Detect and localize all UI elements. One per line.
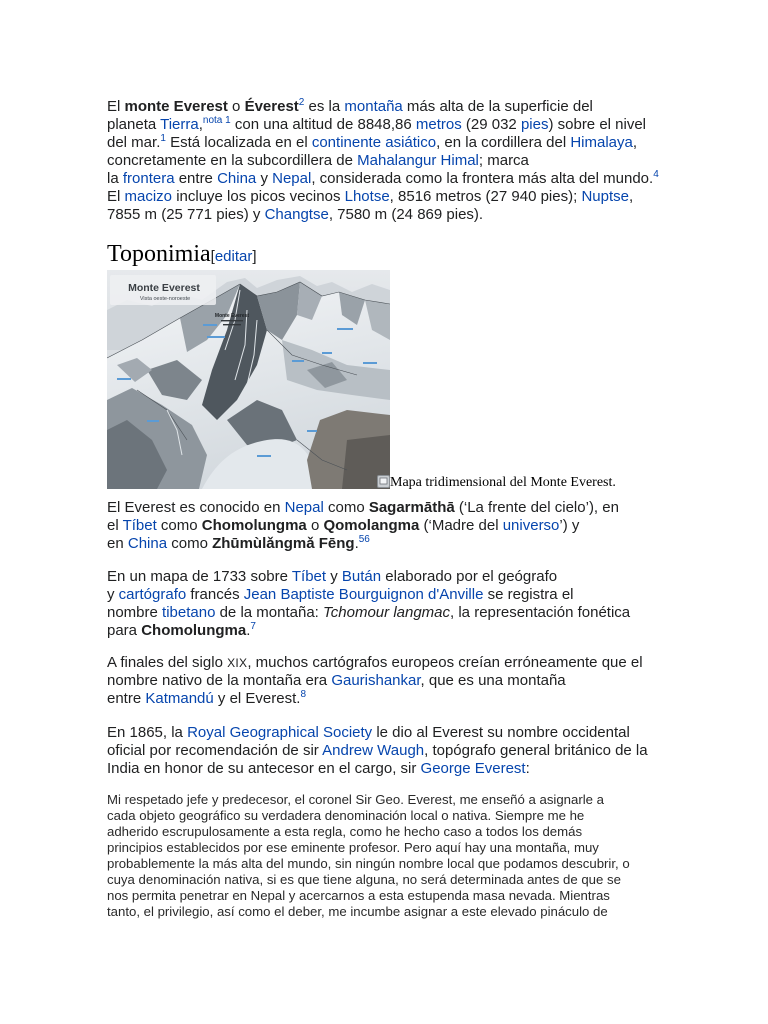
section-title: Toponimia	[107, 241, 211, 267]
bold-term: Sagarmāthā	[368, 499, 455, 516]
text-run: el	[107, 517, 123, 534]
map-title-box	[110, 275, 216, 305]
link-macizo[interactable]: macizo	[124, 188, 173, 205]
text-line	[107, 724, 648, 742]
text-run: del mar.	[107, 134, 161, 151]
text-run: , que es una montaña	[420, 672, 566, 689]
text-run: es la	[304, 98, 345, 115]
text-run: (‘Madre del	[419, 517, 503, 534]
text-run: , 8516 metros (27 940 pies);	[389, 188, 582, 205]
text-run: ; marca	[478, 152, 529, 169]
magnify-clip-icon[interactable]	[377, 475, 390, 488]
text-line	[107, 116, 659, 134]
text-run: , en la cordillera del	[436, 134, 571, 151]
text-run: nombre nativo de la montaña era	[107, 672, 332, 689]
text-run: o	[227, 98, 245, 115]
section-heading-toponimia	[107, 240, 257, 271]
link-royal-geographical-society[interactable]: Royal Geographical Society	[187, 724, 373, 741]
text-run: y	[326, 568, 342, 585]
paragraph-mapa-1733	[107, 568, 630, 640]
text-run: como	[156, 517, 202, 534]
text-run: ,	[628, 188, 634, 205]
text-run: y	[107, 586, 119, 603]
italic-term: Tchomour langmac	[323, 604, 451, 621]
everest-3d-map	[107, 270, 390, 489]
edit-section-link[interactable]: editar	[214, 248, 253, 265]
text-run: .	[246, 622, 251, 639]
text-run: probablemente la más alta del mundo, sin ningún nombre local que podamos descubrir, o	[107, 856, 630, 871]
bracket-open: [	[210, 248, 215, 265]
text-line	[107, 499, 619, 517]
text-run: Está localizada en el	[165, 134, 312, 151]
link-tierra[interactable]: Tierra	[160, 116, 199, 133]
text-line	[107, 535, 619, 553]
bold-term: Qomolangma	[323, 517, 420, 534]
text-run: El	[107, 98, 125, 115]
text-run: ,	[198, 116, 203, 133]
text-run: se registra el	[483, 586, 574, 603]
link-universo[interactable]: universo	[502, 517, 560, 534]
link-gaurishankar[interactable]: Gaurishankar	[331, 672, 421, 689]
text-line	[107, 856, 630, 872]
summit-label: Monte Everest	[214, 313, 250, 319]
text-line	[107, 840, 630, 856]
citation-ref[interactable]: 4	[653, 169, 659, 180]
text-line	[107, 517, 619, 535]
intro-paragraph	[107, 98, 659, 224]
link-pies[interactable]: pies	[520, 116, 549, 133]
link-lhotse[interactable]: Lhotse	[344, 188, 390, 205]
paragraph-royal-geographical-society	[107, 724, 648, 778]
text-run: ,	[632, 134, 638, 151]
text-run: , topógrafo general británico de la	[424, 742, 648, 759]
link-butan[interactable]: Bután	[341, 568, 382, 585]
text-line	[107, 808, 630, 824]
link-cartografo[interactable]: cartógrafo	[118, 586, 187, 603]
bold-term: monte Everest	[124, 98, 228, 115]
link-tibet[interactable]: Tíbet	[122, 517, 157, 534]
link-nepal[interactable]: Nepal	[272, 170, 312, 187]
text-line	[107, 134, 659, 152]
text-run: tanto, el privilegio, así como el deber, me incumbe asignar a este elevado pináculo de	[107, 904, 608, 919]
citation-ref[interactable]: 1	[160, 133, 166, 144]
link-katmandu[interactable]: Katmandú	[145, 690, 214, 707]
text-run: adherido escrupulosamente a esta regla, como he hecho caso a todos los demás	[107, 824, 583, 839]
text-run: y	[256, 170, 273, 187]
text-run: 7855 m (25 771 pies) y	[107, 206, 265, 223]
text-run: , la representación fonética	[450, 604, 631, 621]
text-line	[107, 170, 659, 188]
bold-term: Zhūmùlǎngmǎ Fēng	[212, 535, 355, 552]
text-run: cuya denominación nativa, si es que tiene alguna, no será determinada antes de que se	[107, 872, 621, 887]
text-line	[107, 152, 659, 170]
text-run: le dio al Everest su nombre occidental	[372, 724, 630, 741]
everest-3d-map-image[interactable]	[107, 270, 390, 489]
text-run: nombre	[107, 604, 163, 621]
text-line	[107, 206, 659, 224]
text-run: El Everest es conocido en	[107, 499, 285, 516]
text-run: planeta	[107, 116, 161, 133]
text-run: India en honor de su antecesor en el cargo, sir	[107, 760, 421, 777]
text-run: para	[107, 622, 142, 639]
text-line	[107, 690, 643, 708]
text-line	[107, 824, 630, 840]
link-china[interactable]: China	[217, 170, 257, 187]
link-changtse[interactable]: Changtse	[264, 206, 329, 223]
link-continente-asiatico[interactable]: continente asiático	[311, 134, 437, 151]
link-nuptse[interactable]: Nuptse	[581, 188, 629, 205]
link-frontera[interactable]: frontera	[122, 170, 175, 187]
bold-term: Chomolungma	[141, 622, 247, 639]
text-run: ’) y	[559, 517, 580, 534]
text-run: Mi respetado jefe y predecesor, el coronel Sir Geo. Everest, me enseñó a asignarle a	[107, 792, 604, 807]
link-tibet[interactable]: Tíbet	[291, 568, 327, 585]
text-run: A finales del siglo	[107, 654, 228, 671]
edit-section	[211, 248, 257, 265]
link-tibetano[interactable]: tibetano	[162, 604, 216, 621]
text-line	[107, 188, 659, 206]
text-run: como	[323, 499, 369, 516]
map-title: Monte Everest	[128, 282, 200, 294]
text-run: concretamente en la subcordillera de	[107, 152, 358, 169]
text-run: .	[354, 535, 359, 552]
text-run: :	[525, 760, 530, 777]
text-run: más alta de la superficie del	[402, 98, 593, 115]
citation-ref[interactable]: 56	[358, 534, 370, 545]
text-run: como	[167, 535, 213, 552]
bold-term: Éverest	[244, 98, 299, 115]
text-run: En un mapa de 1733 sobre	[107, 568, 292, 585]
text-line	[107, 888, 630, 904]
text-run: oficial por recomendación de sir	[107, 742, 323, 759]
map-subtitle: Vista oeste-noroeste	[139, 296, 191, 302]
text-line	[107, 622, 630, 640]
text-line	[107, 98, 659, 116]
text-run: francés	[186, 586, 244, 603]
text-run: y el Everest.	[213, 690, 301, 707]
text-run: con una altitud de 8848,86	[230, 116, 416, 133]
citation-ref[interactable]: 8	[300, 689, 307, 700]
bold-term: Chomolungma	[201, 517, 307, 534]
text-run: cada objeto geográfico su verdadera denominación local o nativa. Siempre me he	[107, 808, 585, 823]
link-montana[interactable]: montaña	[344, 98, 403, 115]
text-run: de la montaña:	[215, 604, 323, 621]
text-run: o	[306, 517, 324, 534]
text-run: En 1865, la	[107, 724, 188, 741]
text-run: , considerada como la frontera más alta del mundo.	[311, 170, 654, 187]
text-run: principios establecidos por ese eminente profesor. Pero aquí hay una montaña, muy	[107, 840, 599, 855]
paragraph-siglo-xix	[107, 654, 643, 708]
text-line	[107, 672, 643, 690]
text-run: entre	[174, 170, 218, 187]
text-run: elaborado por el geógrafo	[381, 568, 558, 585]
text-run: , 7580 m (24 869 pies).	[328, 206, 484, 223]
link-george-everest[interactable]: George Everest	[420, 760, 526, 777]
text-line	[107, 568, 630, 586]
text-line	[107, 742, 648, 760]
citation-ref[interactable]: nota 1	[202, 115, 231, 126]
link-andrew-waugh[interactable]: Andrew Waugh	[322, 742, 425, 759]
waugh-quote	[107, 792, 630, 920]
summit-sublabel-mark	[223, 324, 241, 325]
text-run: entre	[107, 690, 146, 707]
text-line	[107, 904, 630, 920]
text-run: la	[107, 170, 123, 187]
citation-ref[interactable]: 2	[298, 97, 305, 108]
text-run: nos permita penetrar en Nepal y acercarnos a esta estupenda masa nevada. Mientras	[107, 888, 610, 903]
citation-ref[interactable]: 7	[250, 621, 256, 632]
text-run: ) sobre el nivel	[548, 116, 647, 133]
link-nepal[interactable]: Nepal	[284, 499, 324, 516]
text-line	[107, 872, 630, 888]
link-metros[interactable]: metros	[415, 116, 462, 133]
bracket-close: ]	[252, 248, 257, 265]
text-line	[107, 604, 630, 622]
text-line	[107, 654, 643, 672]
roman-numeral: XIX	[227, 656, 248, 670]
paragraph-nombres	[107, 499, 619, 553]
link-himalaya[interactable]: Himalaya	[570, 134, 633, 151]
text-line	[107, 792, 630, 808]
link-jean-baptiste-bourguignon-d-anville[interactable]: Jean Baptiste Bourguignon d'Anville	[243, 586, 484, 603]
link-china[interactable]: China	[127, 535, 168, 552]
figure-caption: Mapa tridimensional del Monte Everest.	[390, 475, 616, 490]
text-run: (29 032	[461, 116, 521, 133]
text-line	[107, 586, 630, 604]
text-run: El	[107, 188, 125, 205]
link-mahalangur-himal[interactable]: Mahalangur Himal	[357, 152, 479, 169]
summit-sublabel-mark	[221, 320, 243, 321]
text-run: , muchos cartógrafos europeos creían erróneamente que el	[247, 654, 643, 671]
text-line	[107, 760, 648, 778]
text-run: incluye los picos vecinos	[172, 188, 345, 205]
text-run: en	[107, 535, 128, 552]
text-run: (‘La frente del cielo’), en	[454, 499, 619, 516]
